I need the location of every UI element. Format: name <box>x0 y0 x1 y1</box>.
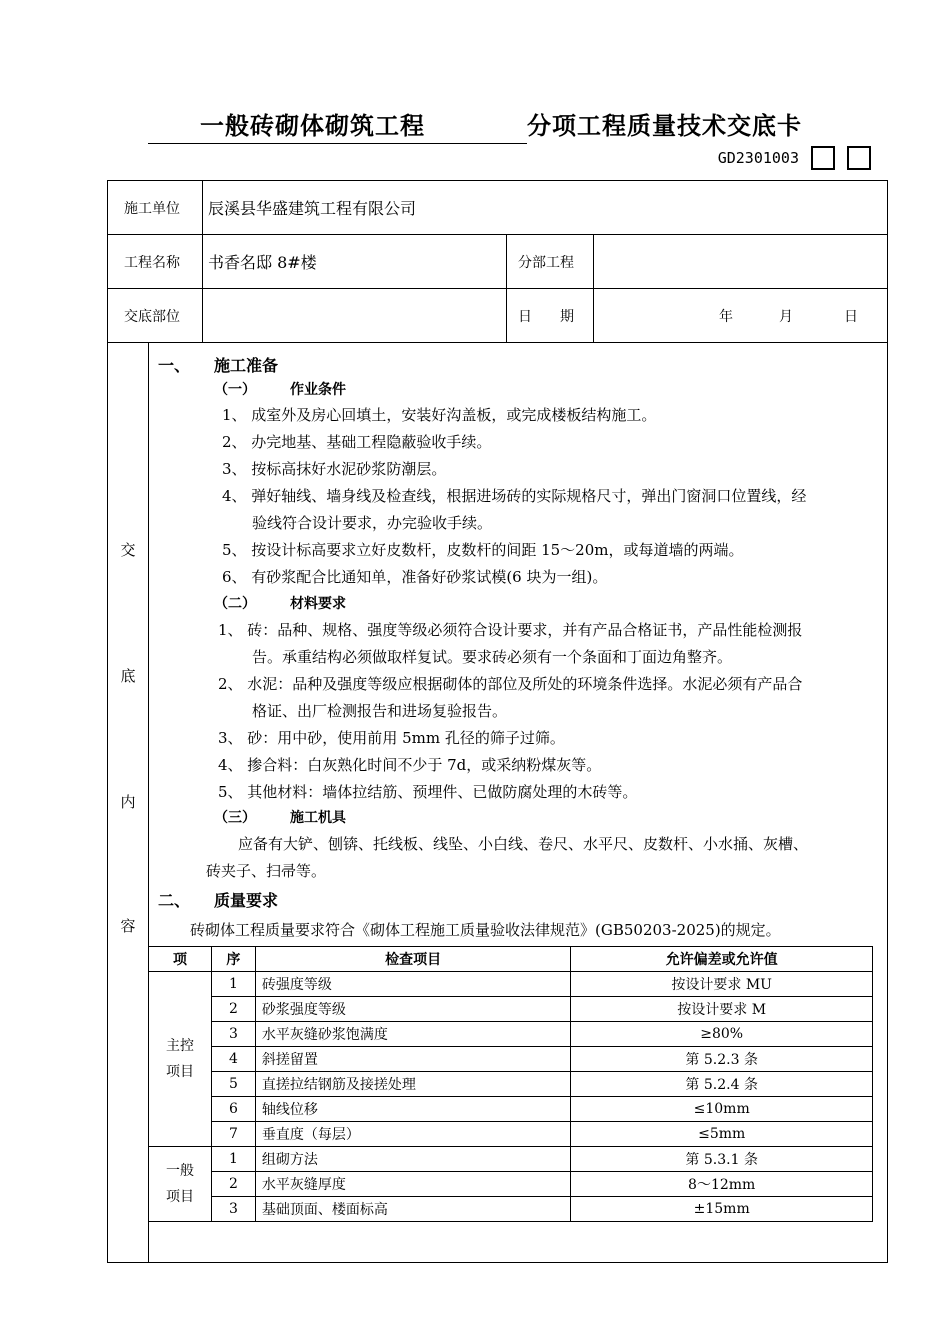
row-item: 垂直度（每层） <box>255 1122 571 1147</box>
date-month: 月 <box>779 308 793 325</box>
unit-label: 施工单位 <box>124 200 180 217</box>
division-value <box>593 235 887 288</box>
condition-line: 2、 办完地基、基础工程隐蔽验收手续。 <box>222 433 492 451</box>
row-item: 直搓拉结钢筋及接搓处理 <box>255 1072 571 1097</box>
row-item: 组砌方法 <box>255 1147 571 1172</box>
section-1-title: 施工准备 <box>214 356 279 375</box>
group-main-label: 主控项目 <box>165 1038 194 1080</box>
row-number: 1 <box>211 972 255 997</box>
row-value: 按设计要求 MU <box>571 972 873 997</box>
table-row <box>149 1147 873 1172</box>
project-label: 工程名称 <box>124 254 180 271</box>
sub-3-title: 施工机具 <box>290 810 346 826</box>
table-row <box>149 1172 873 1197</box>
location-value <box>202 289 506 342</box>
row-number: 1 <box>211 1147 255 1172</box>
condition-line: 验线符合设计要求，办完验收手续。 <box>252 514 493 532</box>
tools-line: 应备有大铲、刨锛、托线板、线坠、小白线、卷尺、水平尺、皮数杆、小水捅、灰槽、 <box>238 835 809 853</box>
checkbox-1[interactable] <box>811 146 835 170</box>
side-label-column <box>108 343 149 1262</box>
date-label: 日 期 <box>518 308 574 325</box>
material-line: 格证、出厂检测报告和进场复验报告。 <box>252 702 508 720</box>
table-row <box>149 1022 873 1047</box>
row-value: 第 5.2.3 条 <box>571 1047 873 1072</box>
section-1-number: 一、 <box>158 356 191 375</box>
row-value: ≥80% <box>571 1022 873 1047</box>
table-row <box>149 1197 873 1222</box>
date-day: 日 <box>844 308 858 325</box>
table-row <box>149 1047 873 1072</box>
row-item: 斜搓留置 <box>255 1047 571 1072</box>
row-item: 水平灰缝厚度 <box>255 1172 571 1197</box>
group-general <box>149 1147 212 1222</box>
table-header-row <box>149 947 873 972</box>
condition-line: 6、 有砂浆配合比通知单，准备好砂浆试模(6 块为一组)。 <box>222 568 608 586</box>
row-number: 3 <box>211 1197 255 1222</box>
table-row <box>149 1097 873 1122</box>
division-label: 分部工程 <box>518 254 574 271</box>
title-underline-gap <box>473 117 527 144</box>
row-project <box>108 235 887 289</box>
row-number: 2 <box>211 1172 255 1197</box>
sub-1-title: 作业条件 <box>290 382 346 398</box>
table-row <box>149 972 873 997</box>
condition-line: 1、 成室外及房心回填土，安装好沟盖板，或完成楼板结构施工。 <box>222 406 657 424</box>
disclosure-content <box>148 343 887 1262</box>
row-item: 水平灰缝砂浆饱满度 <box>255 1022 571 1047</box>
condition-line: 5、 按设计标高要求立好皮数杆，皮数杆的间距 15～20m，或每道墙的两端。 <box>222 541 744 559</box>
tools-line: 砖夹子、扫帚等。 <box>206 862 327 880</box>
group-general-label: 一般项目 <box>165 1163 194 1205</box>
condition-line: 3、 按标高抹好水泥砂浆防潮层。 <box>222 460 447 478</box>
row-value: 第 5.3.1 条 <box>571 1147 873 1172</box>
table-row <box>149 997 873 1022</box>
material-line: 3、 砂：用中砂，使用前用 5mm 孔径的筛子过筛。 <box>218 729 565 747</box>
title-suffix: 分项工程质量技术交底卡 <box>527 112 802 140</box>
row-value: ≤10mm <box>571 1097 873 1122</box>
row-number: 2 <box>211 997 255 1022</box>
group-main <box>149 972 212 1147</box>
row-number: 4 <box>211 1047 255 1072</box>
quality-intro: 砖砌体工程质量要求符合《砌体工程施工质量验收法律规范》(GB50203-2025)的规定。 <box>190 921 781 939</box>
material-line: 2、 水泥：品种及强度等级应根据砌体的部位及所处的环境条件选择。水泥必须有产品合 <box>218 675 803 693</box>
header-number: 序 <box>211 947 255 972</box>
material-line: 告。承重结构必须做取样复试。要求砖必须有一个条面和丁面边角整齐。 <box>252 648 733 666</box>
row-item: 基础顶面、楼面标高 <box>255 1197 571 1222</box>
location-label: 交底部位 <box>124 308 180 325</box>
side-char: 内 <box>120 793 136 811</box>
row-unit <box>108 181 887 235</box>
document-code <box>718 146 871 170</box>
row-item: 砂浆强度等级 <box>255 997 571 1022</box>
unit-value: 辰溪县华盛建筑工程有限公司 <box>208 199 417 218</box>
project-value: 书香名邸 8#楼 <box>208 253 317 272</box>
row-number: 6 <box>211 1097 255 1122</box>
header-tolerance: 允许偏差或允许值 <box>571 947 873 972</box>
side-char: 交 <box>120 541 136 559</box>
row-item: 砖强度等级 <box>255 972 571 997</box>
row-value: ±15mm <box>571 1197 873 1222</box>
row-number: 5 <box>211 1072 255 1097</box>
material-line: 4、 掺合料：白灰熟化时间不少于 7d，或采纳粉煤灰等。 <box>218 756 602 774</box>
section-2-number: 二、 <box>158 891 191 910</box>
divider <box>593 289 594 342</box>
sub-2-number: （二） <box>214 596 256 612</box>
document-title <box>0 106 950 144</box>
quality-table <box>148 946 873 1222</box>
code-text: GD2301003 <box>717 149 799 167</box>
header-group: 项 <box>149 947 212 972</box>
row-value: 8～12mm <box>571 1172 873 1197</box>
material-line: 1、 砖：品种、规格、强度等级必须符合设计要求，并有产品合格证书，产品性能检测报 <box>218 621 803 639</box>
row-number: 7 <box>211 1122 255 1147</box>
side-char: 底 <box>120 667 136 685</box>
table-row <box>149 1072 873 1097</box>
row-number: 3 <box>211 1022 255 1047</box>
sub-1-number: （一） <box>214 382 256 398</box>
table-row <box>149 1122 873 1147</box>
sub-2-title: 材料要求 <box>290 596 346 612</box>
row-item: 轴线位移 <box>255 1097 571 1122</box>
date-year: 年 <box>719 308 733 325</box>
checkbox-2[interactable] <box>847 146 871 170</box>
title-project-type: 一般砖砌体砌筑工程 <box>148 106 473 144</box>
sub-3-number: （三） <box>214 810 256 826</box>
header-item: 检查项目 <box>255 947 571 972</box>
form-frame <box>107 180 888 1263</box>
row-value: ≤5mm <box>571 1122 873 1147</box>
material-line: 5、 其他材料：墙体拉结筋、预埋件、已做防腐处理的木砖等。 <box>218 783 638 801</box>
side-char: 容 <box>120 917 136 935</box>
section-2-title: 质量要求 <box>214 891 279 910</box>
condition-line: 4、 弹好轴线、墙身线及检查线，根据进场砖的实际规格尺寸，弹出门窗洞口位置线，经 <box>222 487 807 505</box>
row-value: 第 5.2.4 条 <box>571 1072 873 1097</box>
row-location <box>108 289 887 343</box>
row-value: 按设计要求 M <box>571 997 873 1022</box>
